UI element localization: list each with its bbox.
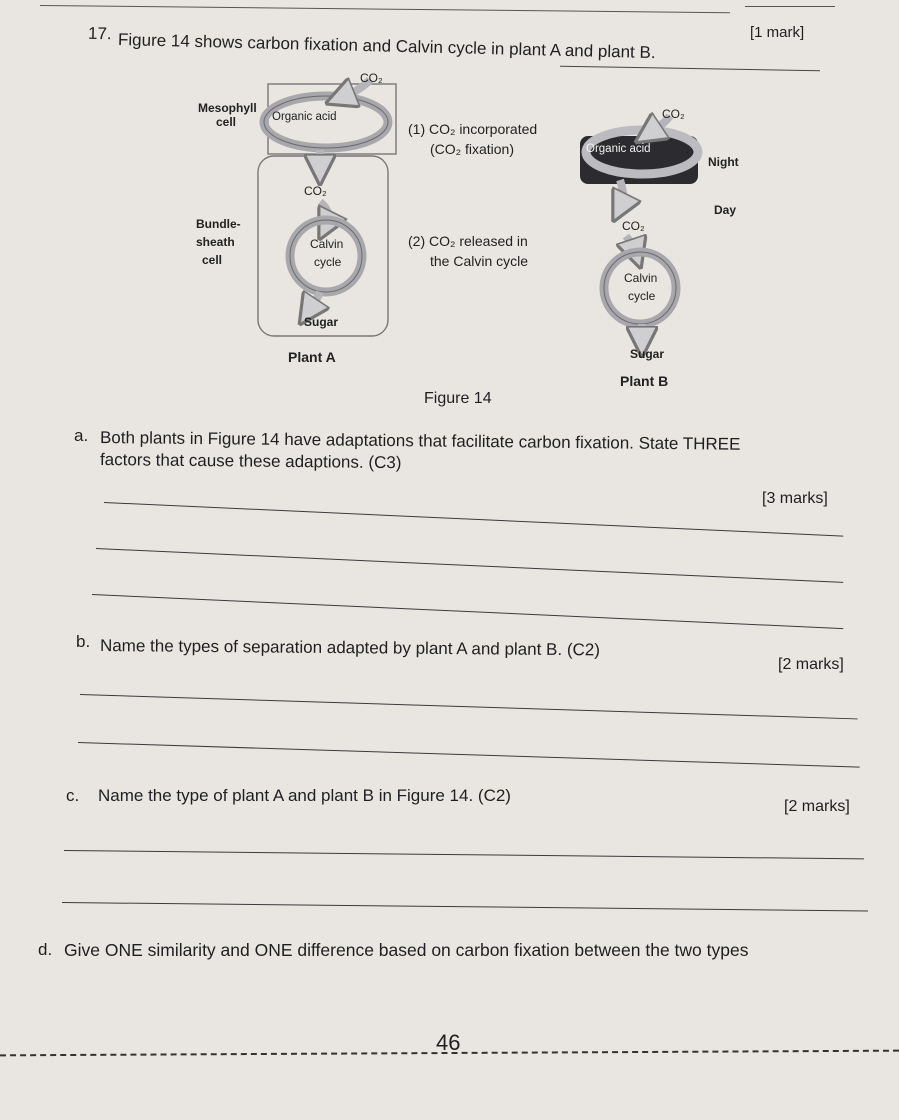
- plant-a-co2-mid: CO₂: [304, 184, 327, 198]
- part-c-line-1: Name the type of plant A and plant B in Figure 14. (C2): [98, 786, 511, 805]
- plant-b-calvin-2: cycle: [628, 289, 656, 303]
- question-number: 17.: [87, 23, 112, 44]
- part-c-answer-line-1[interactable]: [64, 850, 864, 859]
- question-stem: Figure 14 shows carbon fixation and Calvin cycle in plant A and plant B.: [117, 30, 656, 63]
- part-a-label: a.: [74, 426, 89, 445]
- part-a-line-2: factors that cause these adaptions. (C3): [99, 450, 402, 473]
- plant-a-diagram: [196, 71, 396, 365]
- plant-b-title: Plant B: [620, 373, 669, 389]
- part-b-label: b.: [76, 632, 91, 651]
- part-c-marks: [2 marks]: [784, 798, 850, 815]
- note-2-line-1: (2) CO₂ released in: [408, 233, 528, 249]
- page-number: 46: [436, 1030, 461, 1055]
- previous-mark: [1 mark]: [750, 24, 805, 41]
- part-d-line-1: Give ONE similarity and ONE difference based on carbon fixation between the two types: [64, 940, 749, 960]
- top-rule: [40, 5, 730, 13]
- part-a-answer-line-2[interactable]: [96, 548, 843, 583]
- plant-a-organic-acid: Organic acid: [272, 111, 337, 123]
- part-b-answer-line-2[interactable]: [78, 742, 860, 768]
- note-1-line-2: (CO₂ fixation): [430, 141, 515, 157]
- arrow-down-b1: [620, 180, 623, 208]
- plant-b-night: Night: [708, 155, 739, 169]
- note-2-line-2: the Calvin cycle: [430, 253, 529, 269]
- plant-a-title: Plant A: [288, 349, 336, 365]
- plant-a-calvin-2: cycle: [314, 255, 342, 269]
- part-d-label: d.: [38, 940, 53, 959]
- top-rule-right: [745, 6, 835, 7]
- plant-b-calvin-1: Calvin: [624, 271, 658, 285]
- diagram-notes: [408, 121, 537, 269]
- plant-b-co2-top: CO₂: [662, 107, 685, 121]
- plant-b-sugar: Sugar: [630, 347, 665, 361]
- plant-a-calvin-1: Calvin: [310, 237, 344, 251]
- arrow-to-sugar-a: [308, 292, 320, 312]
- plant-b-co2-mid: CO₂: [622, 219, 645, 233]
- mesophyll-label: Mesophyll: [198, 101, 257, 115]
- bundle-label-2: sheath: [196, 235, 235, 249]
- plant-b-day: Day: [714, 203, 737, 217]
- part-b-marks: [2 marks]: [778, 656, 844, 673]
- mesophyll-label-2: cell: [216, 115, 237, 129]
- plant-a-sugar: Sugar: [304, 315, 339, 329]
- part-b-answer-line-1[interactable]: [80, 694, 858, 719]
- figure-14-diagram: [180, 70, 760, 400]
- part-b-line-1: Name the types of separation adapted by plant A and plant B. (C2): [99, 636, 601, 660]
- part-c-label: c.: [66, 786, 80, 805]
- plant-a-co2-top: CO₂: [360, 71, 383, 85]
- bundle-label-3: cell: [202, 253, 223, 267]
- part-a-answer-line-3[interactable]: [92, 594, 843, 629]
- part-a-marks: [3 marks]: [762, 490, 828, 507]
- plant-b-diagram: [580, 107, 739, 389]
- part-a-answer-line-1[interactable]: [104, 502, 843, 537]
- part-a-line-1: Both plants in Figure 14 have adaptations that facilitate carbon fixation. State THREE: [99, 428, 741, 454]
- part-c-answer-line-2[interactable]: [62, 902, 868, 911]
- figure-caption: Figure 14: [424, 390, 492, 407]
- bundle-label-1: Bundle-: [196, 217, 241, 231]
- note-1-line-1: (1) CO₂ incorporated: [408, 121, 538, 137]
- plant-b-organic-acid: Organic acid: [586, 143, 651, 155]
